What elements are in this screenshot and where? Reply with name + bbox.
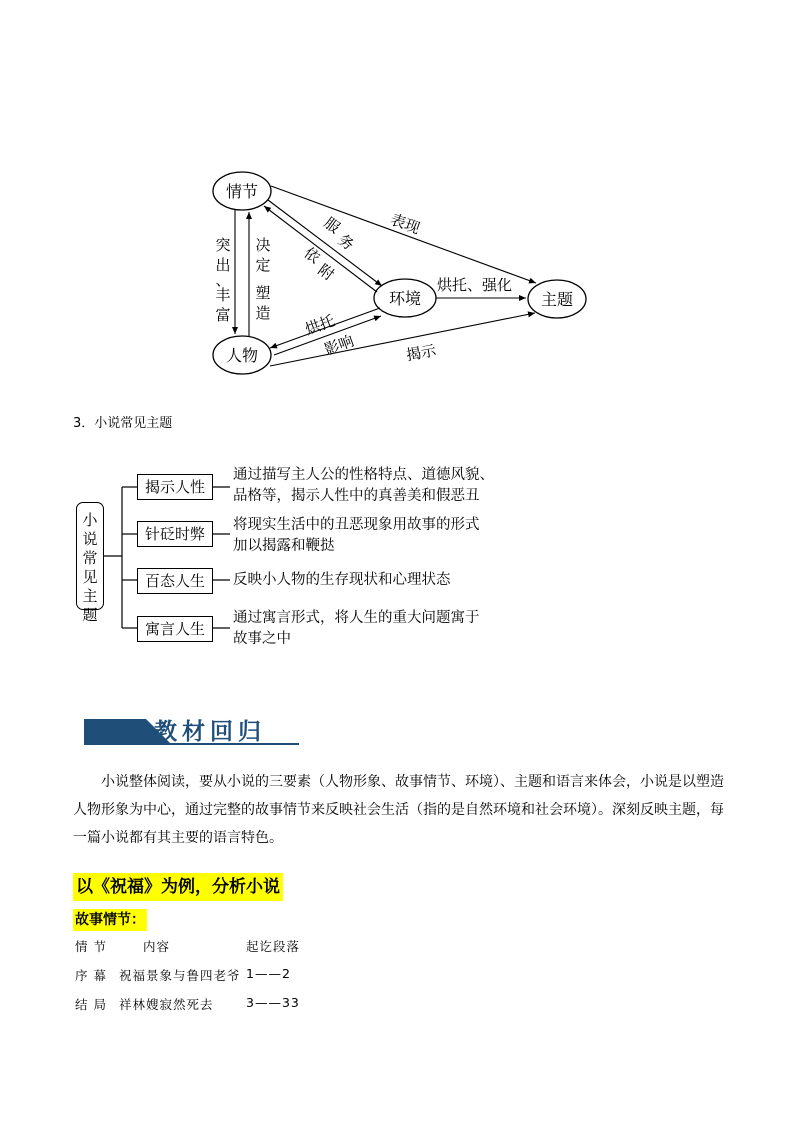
edge-label-prominent-3: 、 (215, 271, 231, 289)
paragraph-line: 一篇小说都有其主要的语言特色。 (73, 830, 283, 846)
edge-label-prominent-1: 突 (215, 236, 231, 254)
edge-label-decide-3: 塑 (255, 284, 271, 302)
story-label: 故事情节： (73, 909, 147, 931)
edge-label-prominent-5: 富 (215, 306, 231, 324)
edge-label-express: 表现 (388, 210, 423, 238)
edge-label-serve-2: 附 (314, 260, 338, 285)
edge-label-reveal: 揭示 (404, 341, 438, 365)
paragraph-line: 人物形象为中心，通过完整的故事情节来反映社会生活（指的是自然环境和社会环境）。深刻反映主题，每 (73, 802, 724, 818)
theme-box-reveal-humanity: 揭示人性 (137, 474, 213, 500)
section-3-label: 3．小说常见主题 (73, 416, 173, 431)
theme-desc-reveal-humanity: 通过描写主人公的性格特点、道德风貌、 品格等，揭示人性中的真善美和假恶丑 (233, 467, 494, 504)
edge-label-influence: 影响 (321, 331, 357, 359)
edge-label-decide-2: 定 (255, 256, 271, 274)
theme-desc-life-variety: 反映小人物的生存现状和心理状态 (233, 572, 451, 588)
table-cell: 结 局 (75, 997, 107, 1012)
table-cell: 祥林嫂寂然死去 (119, 997, 214, 1012)
table-cell: 1——2 (246, 966, 291, 981)
table-header-content: 内容 (143, 939, 171, 954)
table-cell: 序 幕 (75, 968, 107, 983)
edge-label-decide-4: 造 (255, 304, 271, 322)
root-char: 常 (82, 549, 98, 567)
theme-box-fable-life: 寓言人生 (137, 616, 213, 642)
root-char: 见 (82, 568, 98, 586)
table-cell: 3——33 (246, 995, 300, 1010)
highlight-title: 以《祝福》为例，分析小说 (73, 873, 283, 901)
table-header-paragraphs: 起讫段落 (246, 939, 301, 954)
root-char: 小 (82, 511, 98, 529)
edge-label-serve-3: 服 (320, 213, 344, 238)
root-char: 题 (82, 606, 98, 624)
root-char: 主 (82, 587, 98, 605)
theme-box-criticize-ills: 针砭时弊 (137, 521, 213, 547)
node-plot: 情节 (225, 182, 259, 201)
theme-desc-criticize-ills: 将现实生活中的丑恶现象用故事的形式 加以揭露和鞭挞 (233, 517, 480, 554)
theme-desc-fable-life: 通过寓言形式，将人生的重大问题寓于 故事之中 (233, 610, 480, 647)
edge-label-prominent-4: 丰 (215, 286, 231, 304)
edge-label-prominent-2: 出 (215, 256, 231, 274)
edge-label-serve-4: 务 (334, 230, 358, 255)
root-char: 说 (82, 530, 98, 548)
node-theme: 主题 (540, 290, 574, 309)
node-environment: 环境 (388, 289, 422, 308)
edge-label-setoff-strengthen: 烘托、强化 (437, 276, 513, 294)
theme-box-life-variety: 百态人生 (137, 568, 213, 594)
paragraph-line: 小说整体阅读，要从小说的三要素（人物形象、故事情节、环境）、主题和语言来体会，小说是以塑造 (101, 774, 724, 790)
node-character: 人物 (225, 346, 259, 365)
section-heading-title: 教材回归 (154, 718, 266, 745)
table-cell: 祝福景象与鲁四老爷 (119, 968, 241, 983)
table-header-plot: 情 节 (75, 939, 107, 954)
edge-label-serve-1: 依 (300, 243, 324, 268)
edge-label-setoff-env: 烘托 (302, 311, 338, 339)
edge-label-decide-1: 决 (255, 236, 271, 254)
